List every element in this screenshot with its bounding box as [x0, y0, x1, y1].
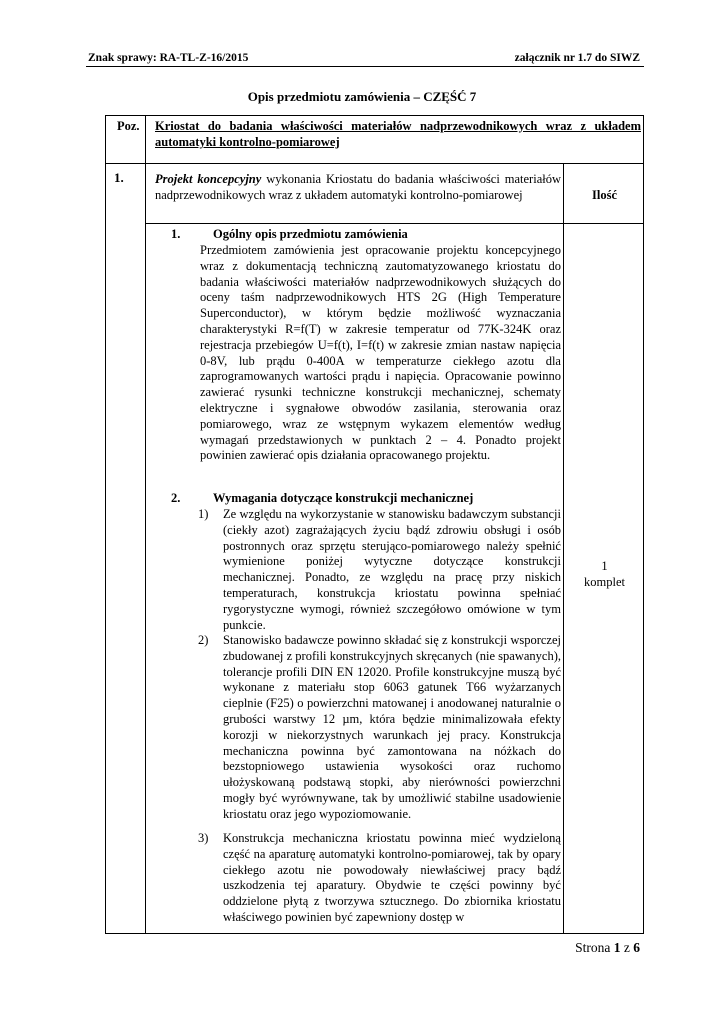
header-divider: [86, 66, 644, 67]
table-row-divider: [145, 223, 644, 224]
item-3-number: 3): [198, 831, 209, 845]
quantity-header: Ilość: [592, 188, 617, 202]
attachment-label: załącznik nr 1.7 do SIWZ: [514, 52, 640, 64]
position-title: Kriostat do badania właściwości materiałów nadprzewodnikowych wraz z układem automatyki kontrolno-pomiarowej: [155, 119, 641, 149]
section-2-number: 2.: [171, 491, 181, 505]
section-2-title: Wymagania dotyczące konstrukcji mechanicznej: [213, 491, 474, 505]
quantity-number: 1: [601, 559, 608, 573]
page-prefix: Strona: [575, 940, 614, 955]
page-separator: z: [620, 940, 634, 955]
current-page: 1: [613, 940, 621, 955]
poz-header: Poz.: [117, 119, 140, 133]
section-1-number: 1.: [171, 227, 181, 241]
item-1-number: 1): [198, 507, 209, 521]
item-3-text: Konstrukcja mechaniczna kriostatu powinna mieć wydzieloną część na aparaturę automatyki kontrolno-pomiarowej, tak by opary ciekłego azotu nie powodowały niewłaściwej pracy bądź uszkodzenia tej aparatury. Obydwie te części powinny być oddzielone płytą z tworzywa sztucznego. Do zbiornika kriostatu właściwego powinien być zapewniony dostęp w: [223, 831, 561, 924]
table-border-right: [643, 115, 644, 934]
table-column-divider: [563, 163, 564, 934]
quantity-value: [565, 559, 644, 591]
table-border-left: [105, 115, 106, 934]
section-1-text: Przedmiotem zamówienia jest opracowanie projektu koncepcyjnego wraz z dokumentacją techniczną zautomatyzowanego kriostatu do badania właściwości materiałów nadprzewodnikowych służących do oceny taśm nadprzewodnikowych HTS 2G (High Temperature Superconductor), w którym będzie możliwość wyznaczania charakterystyki R=f(T) w zakresie temperatur od 77K-324K oraz rejestracja przebiegów U=f(t), I=f(t) w zakresie zmian nastaw napięcia 0-8V, lub prądu 0-400A w temperaturze ciekłego azotu dla zaprogramowanych wartości prądu i napięcia. Opracowanie powinno zawierać rysunki techniczne konstrukcji mechanicznej, schematy elektryczne i sygnałowe obwodów zasilania, sterowania oraz pomiarowego, wraz ze wstępnym wykazem elementów według wymagań przedstawionych w punktach 2 – 4. Ponadto projekt powinien zawierać opis działania opracowanego projektu.: [200, 243, 561, 463]
item-2-number: 2): [198, 633, 209, 647]
page-title: Opis przedmiotu zamówienia – CZĘŚĆ 7: [247, 89, 477, 104]
item-1-text: Ze względu na wykorzystanie w stanowisku badawczym substancji (ciekły azot) zagrażających życiu bądź zdrowiu obsługi i osób postronnych oraz sprzętu sterująco-pomiarowego należy spełnić wymienione poniżej wytyczne dotyczące konstrukcji mechanicznej. Ponadto, ze względu na pracę przy niskich temperaturach, konstrukcja kriostatu powinna spełniać rygorystyczne wymogi, również szczegółowo omówione w tym punkcie.: [223, 507, 561, 632]
table-column-divider: [145, 115, 146, 934]
row-number: 1.: [114, 170, 124, 185]
project-description: [155, 172, 561, 204]
project-text: wykonania Kriostatu do badania właściwości materiałów nadprzewodnikowych wraz z układem automatyki kontrolno-pomiarowej: [155, 172, 561, 202]
quantity-unit: komplet: [584, 574, 625, 589]
section-1-title: Ogólny opis przedmiotu zamówienia: [213, 227, 408, 241]
table-border-top: [105, 115, 644, 116]
page-footer: [575, 940, 640, 956]
specification-table: [105, 115, 644, 933]
project-label: Projekt koncepcyjny: [155, 172, 262, 186]
item-2-text: Stanowisko badawcze powinno składać się z konstrukcji wsporczej zbudowanej z profili konstrukcyjnych skręcanych (nie spawanych), tolerancje profili DIN EN 12020. Profile konstrukcyjne muszą być wykonane z materiału stop 6063 gatunek T66 wyżarzanych cieplnie (F25) o powierzchni matowanej i anodowanej naturalnie o grubości warstwy 12 µm, która będzie minimalizowała efekty korozji w niekorzystnych warunkach jej pracy. Konstrukcja mechaniczna powinna być zamontowana na nóżkach do bezstopniowego ustawienia wysokości oraz ruchomo ułożyskowaną podstawą stopki, aby nierówności powierzchni mogły być wyrównywane, tak by umożliwić stabilne usadowienie kriostatu oraz jego wypoziomowanie.: [223, 633, 561, 821]
total-pages: 6: [633, 940, 640, 955]
case-number: Znak sprawy: RA-TL-Z-16/2015: [88, 52, 249, 64]
